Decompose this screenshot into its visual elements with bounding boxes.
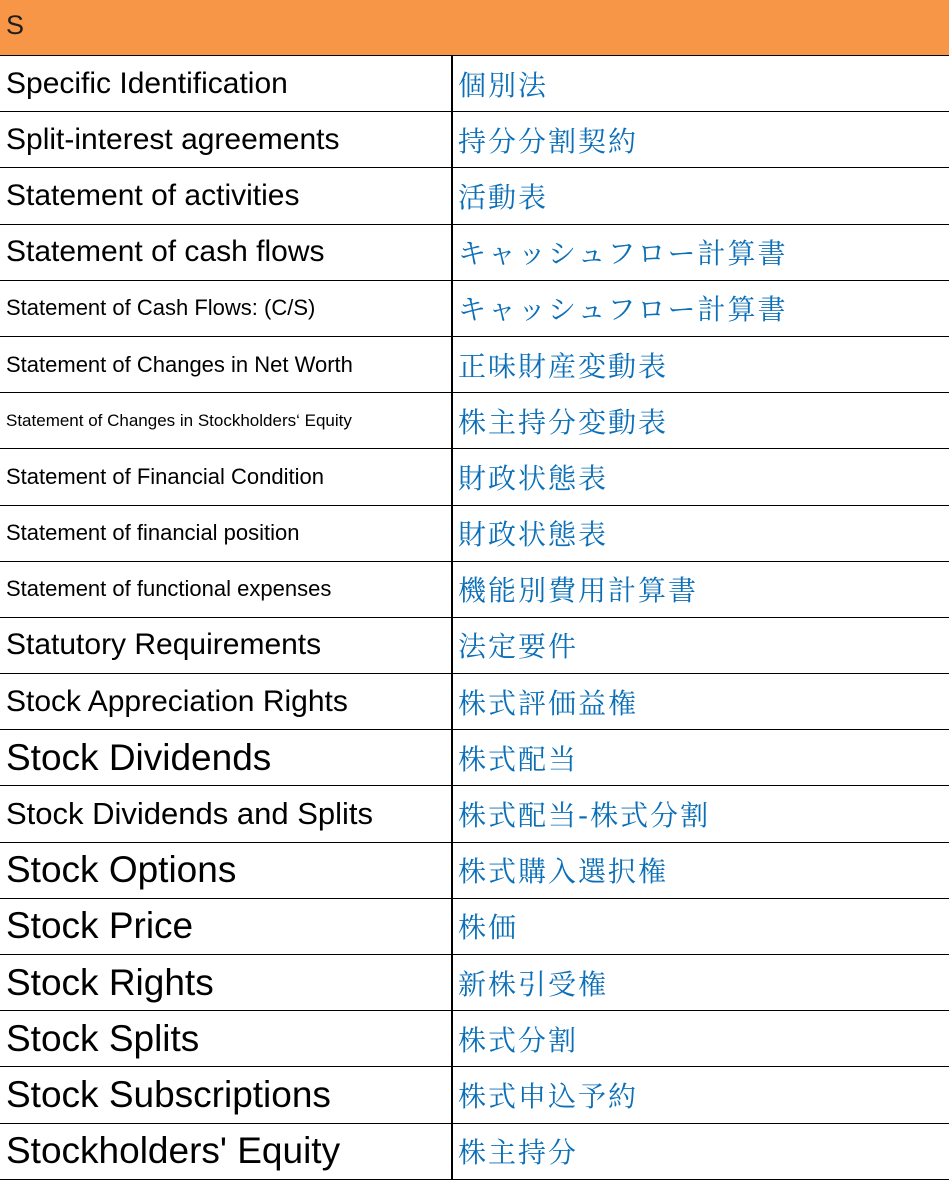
column-divider: [451, 168, 453, 223]
term-japanese: 財政状態表: [458, 518, 609, 552]
term-english: Stock Price: [6, 905, 194, 947]
column-divider: [451, 393, 453, 448]
column-divider: [451, 112, 453, 167]
table-row: [0, 899, 949, 955]
table-row: [0, 168, 949, 224]
column-divider: [451, 618, 453, 673]
term-japanese: キャッシュフロー計算書: [458, 293, 788, 327]
table-row: [0, 506, 949, 562]
column-divider: [451, 674, 453, 729]
column-divider: [451, 562, 453, 617]
column-divider: [451, 506, 453, 561]
term-japanese: 株主持分: [458, 1136, 579, 1170]
term-english: Stockholders' Equity: [6, 1130, 341, 1172]
column-divider: [451, 337, 453, 392]
term-japanese: 新株引受権: [458, 967, 609, 1001]
table-row: [0, 955, 949, 1011]
term-japanese: 法定要件: [458, 630, 579, 664]
term-english: Statement of Changes in Stockholders‘ Equity: [6, 410, 352, 430]
term-japanese: 個別法: [458, 68, 549, 102]
column-divider: [451, 843, 453, 898]
table-row: [0, 449, 949, 505]
term-japanese: 株式購入選択権: [458, 855, 669, 889]
term-japanese: 株式評価益権: [458, 686, 639, 720]
term-japanese: 機能別費用計算書: [458, 574, 699, 608]
column-divider: [451, 1011, 453, 1066]
column-divider: [451, 56, 453, 111]
term-japanese: 活動表: [458, 180, 549, 214]
term-english: Statement of functional expenses: [6, 576, 332, 602]
table-row: [0, 1067, 949, 1123]
table-row: [0, 281, 949, 337]
section-header: [0, 0, 949, 56]
column-divider: [451, 225, 453, 280]
column-divider: [451, 1124, 453, 1179]
term-japanese: 株主持分変動表: [458, 405, 669, 439]
table-row: [0, 337, 949, 393]
term-english: Specific Identification: [6, 66, 288, 100]
table-row: [0, 112, 949, 168]
table-row: [0, 1011, 949, 1067]
table-row: [0, 562, 949, 618]
term-japanese: 財政状態表: [458, 461, 609, 495]
term-japanese: 株式分割: [458, 1023, 579, 1057]
term-japanese: 株式配当-株式分割: [458, 799, 711, 833]
term-english: Statement of Changes in Net Worth: [6, 351, 353, 377]
term-english: Stock Subscriptions: [6, 1073, 331, 1115]
term-japanese: 正味財産変動表: [458, 349, 669, 383]
term-english: Statutory Requirements: [6, 628, 322, 662]
column-divider: [451, 899, 453, 954]
term-english: Stock Options: [6, 849, 237, 891]
column-divider: [451, 1067, 453, 1122]
table-row: [0, 618, 949, 674]
column-divider: [451, 955, 453, 1010]
column-divider: [451, 281, 453, 336]
table-row: [0, 674, 949, 730]
section-letter: S: [6, 10, 25, 40]
term-english: Stock Dividends: [6, 736, 272, 778]
table-row: [0, 843, 949, 899]
term-english: Statement of cash flows: [6, 235, 325, 269]
term-english: Stock Rights: [6, 961, 214, 1003]
term-japanese: 株式配当: [458, 742, 579, 776]
term-english: Stock Appreciation Rights: [6, 684, 348, 718]
column-divider: [451, 786, 453, 841]
term-japanese: キャッシュフロー計算書: [458, 237, 788, 271]
glossary-table: [0, 56, 949, 1180]
term-english: Statement of Financial Condition: [6, 463, 324, 489]
table-row: [0, 786, 949, 842]
table-row: [0, 393, 949, 449]
term-english: Stock Splits: [6, 1017, 200, 1059]
term-japanese: 株価: [458, 911, 519, 945]
term-english: Statement of Cash Flows: (C/S): [6, 295, 316, 321]
term-english: Statement of financial position: [6, 520, 300, 546]
column-divider: [451, 730, 453, 785]
table-row: [0, 730, 949, 786]
table-row: [0, 225, 949, 281]
term-japanese: 持分分割契約: [458, 124, 639, 158]
term-english: Split-interest agreements: [6, 122, 340, 156]
term-japanese: 株式申込予約: [458, 1079, 639, 1113]
column-divider: [451, 449, 453, 504]
term-english: Stock Dividends and Splits: [6, 796, 374, 832]
table-row: [0, 56, 949, 112]
table-row: [0, 1124, 949, 1180]
term-english: Statement of activities: [6, 178, 300, 212]
